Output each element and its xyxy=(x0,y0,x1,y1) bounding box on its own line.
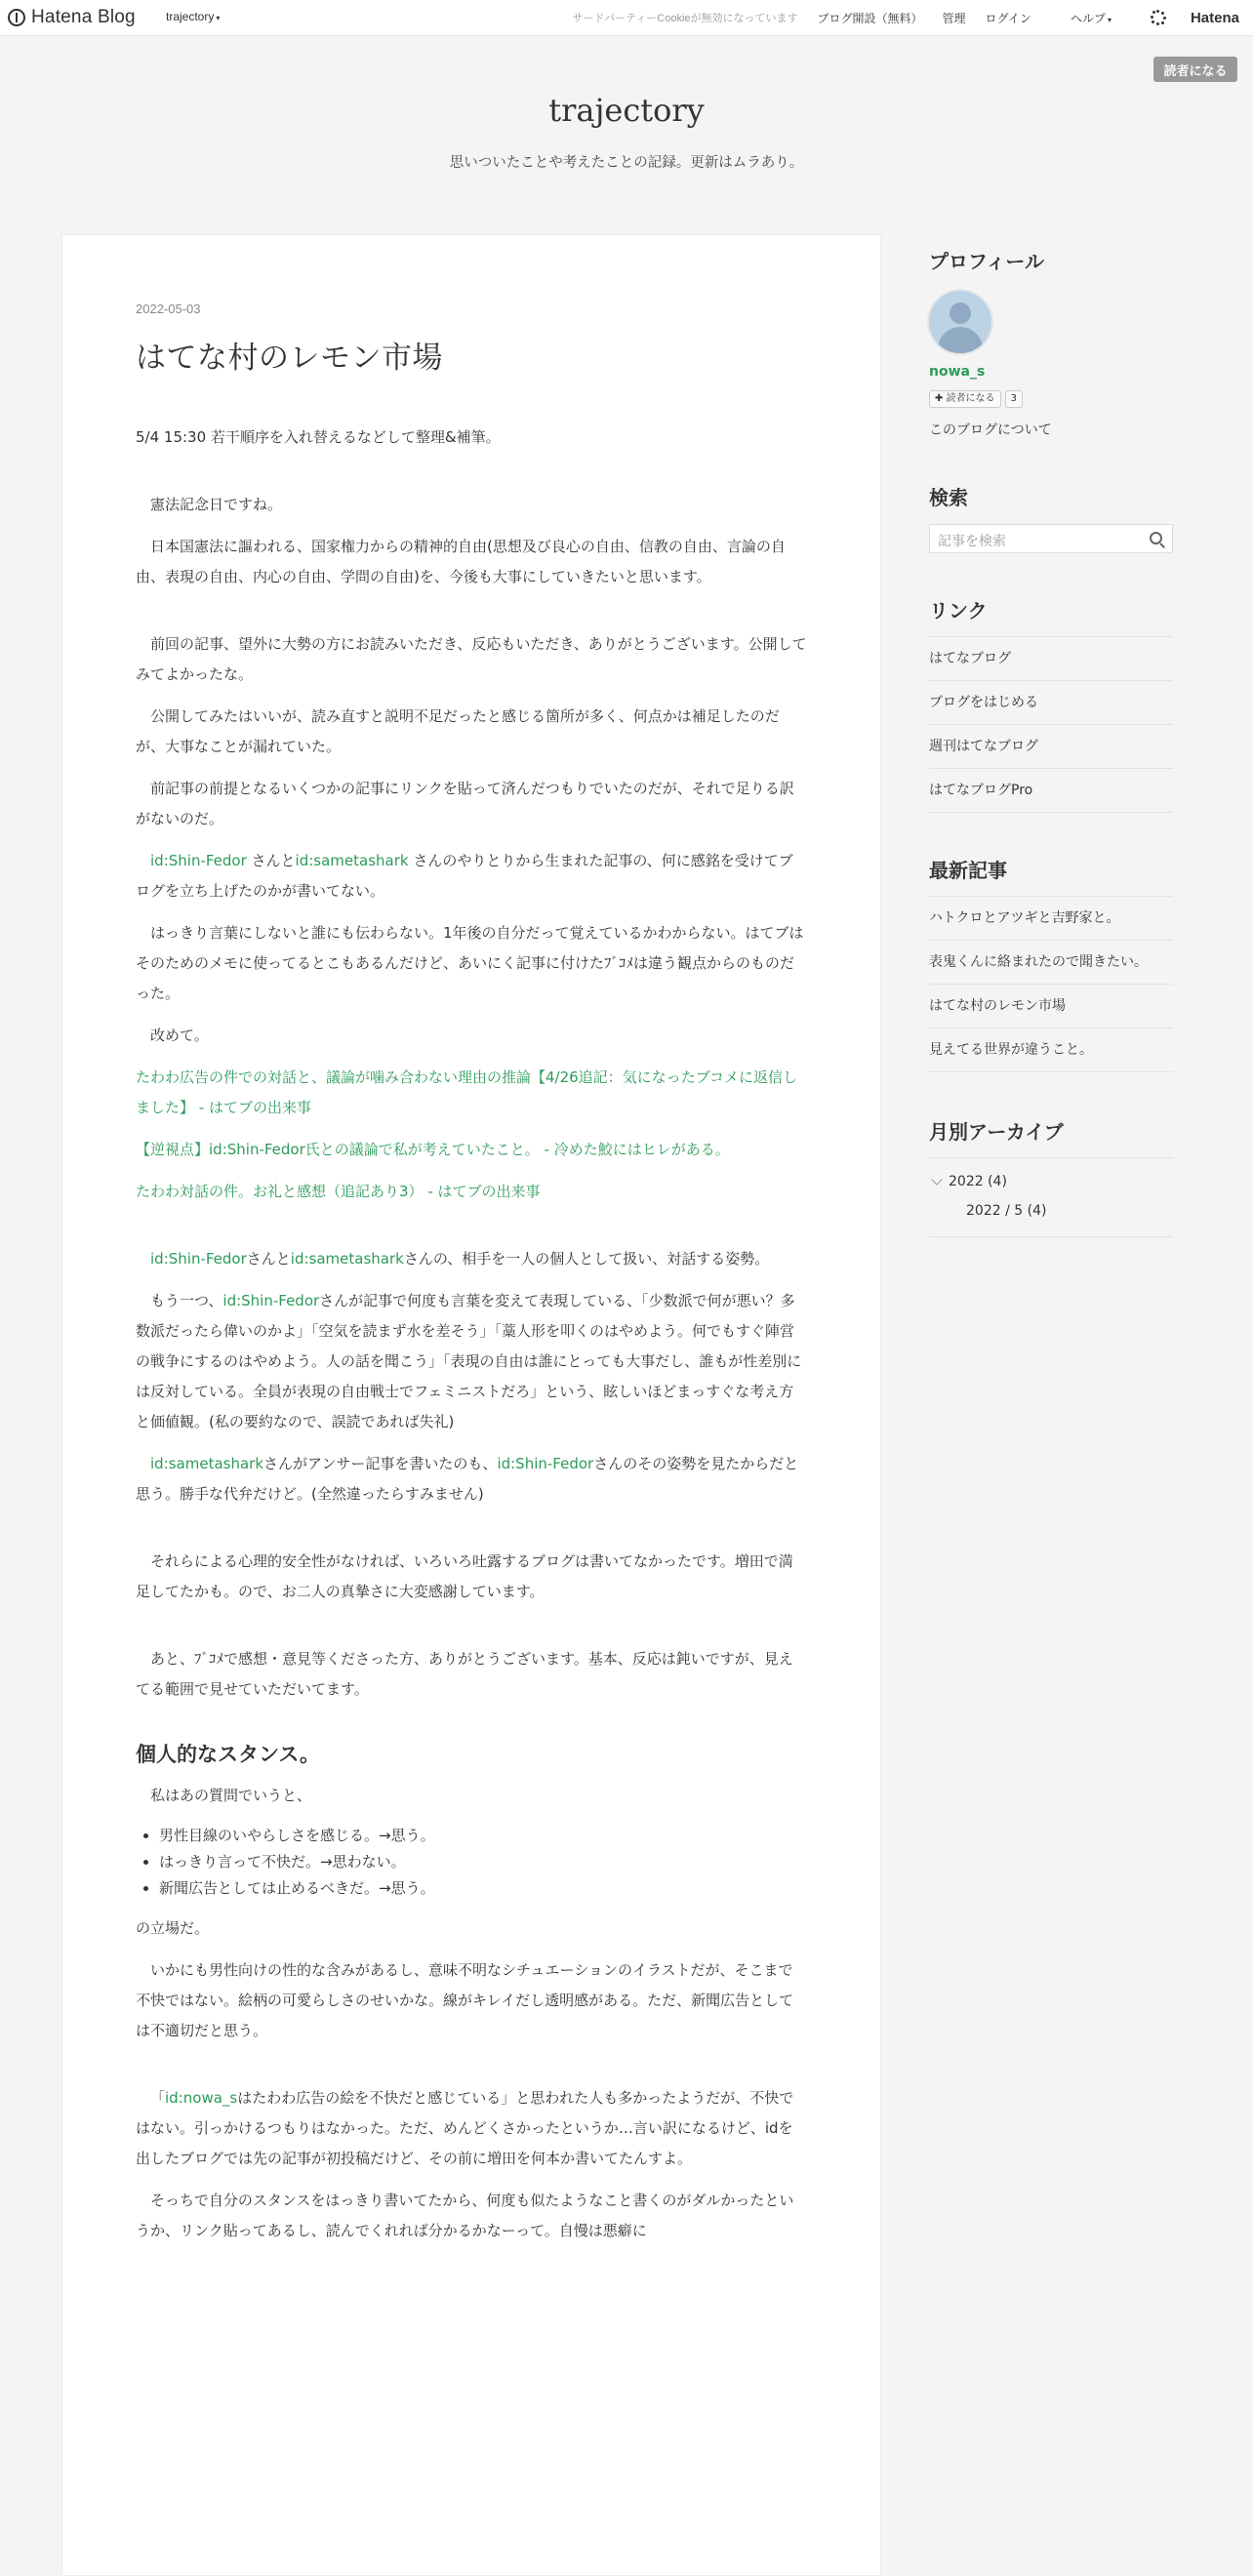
links-list xyxy=(929,636,1173,813)
caret-down-icon: ▾ xyxy=(1107,15,1112,24)
user-id-link[interactable]: id:sametashark xyxy=(295,852,409,869)
chevron-down-icon xyxy=(931,1174,942,1185)
paragraph: の立場だ。 xyxy=(136,1919,210,1937)
help-menu[interactable] xyxy=(1051,10,1112,26)
subscribe-small-button[interactable]: ✚ 読者になる xyxy=(929,390,1001,408)
search-heading: 検索 xyxy=(929,486,968,509)
open-blog-link[interactable]: ブログ開設（無料） xyxy=(817,11,923,25)
profile-module xyxy=(929,246,1173,438)
list-item: • 新聞広告としては止めるべきだ。→思う。 xyxy=(159,1875,807,1902)
paragraph: id:Shin-Fedor さんとid:sametashark さんのやりとりから生まれた記事の、何に感銘を受けてブログを立ち上げたのかが書いてない。 xyxy=(136,852,793,900)
global-nav xyxy=(572,0,1239,35)
archive-year-toggle[interactable] xyxy=(933,1174,1007,1189)
paragraph: id:Shin-Fedorさんとid:sametasharkさんの、相手を一人の個人として扱い、対話する姿勢。 xyxy=(150,1250,770,1268)
hatena-dots-icon xyxy=(1151,10,1166,25)
caret-down-icon: ▾ xyxy=(216,14,221,22)
hatena-logo-icon xyxy=(8,9,25,26)
recent-heading: 最新記事 xyxy=(929,859,1007,882)
recent-entries-list xyxy=(929,896,1173,1072)
paragraph: 憲法記念日ですね。 xyxy=(150,496,283,513)
links-heading: リンク xyxy=(929,599,988,623)
paragraph: あと、ﾌﾞｺﾒで感想・意見等くださった方、ありがとうございます。基本、反応は鈍いですが、見えてる範囲で見せていただいてます。 xyxy=(136,1650,793,1698)
sidebar-link[interactable]: ブログをはじめる xyxy=(929,681,1173,725)
help-label: ヘルプ xyxy=(1070,11,1106,25)
subscribe-button[interactable]: 読者になる xyxy=(1153,57,1237,82)
update-note: 5/4 15:30 若干順序を入れ替えるなどして整理&補筆。 xyxy=(136,428,501,446)
paragraph: 「id:nowa_sはたわわ広告の絵を不快だと感じている」と思われた人も多かったようだが、不快ではない。引っかけるつもりはなかった。ただ、めんどくさかったというか…言い訳になるけど、idを出したブログでは先の記事が初投稿だけど、その前に増田を何本か書いてたんすよ。 xyxy=(136,2089,794,2167)
blog-switch-label: trajectory xyxy=(166,10,215,23)
list-item: • はっきり言って不快だ。→思わない。 xyxy=(159,1849,807,1875)
hatena-brand-text: Hatena xyxy=(1190,9,1239,26)
subscriber-count[interactable]: 3 xyxy=(1005,390,1023,408)
paragraph: いかにも男性向けの性的な含みがあるし、意味不明なシチュエーションのイラストだが、そこまで不快ではない。絵柄の可愛らしさのせいかな。線がキレイだし透明感がある。ただ、新聞広告としては不適切だと思う。 xyxy=(136,1961,794,2039)
login-link[interactable]: ログイン xyxy=(985,11,1031,25)
profile-heading: プロフィール xyxy=(929,250,1044,273)
profile-name-link[interactable]: nowa_s xyxy=(929,364,986,380)
hatena-blog-logo[interactable] xyxy=(8,7,136,28)
related-link-paragraph xyxy=(136,1177,807,1207)
recent-entry-link[interactable]: 見えてる世界が違うこと。 xyxy=(929,1028,1173,1072)
hatena-brand-link[interactable] xyxy=(1131,10,1239,26)
paragraph: id:sametasharkさんがアンサー記事を書いたのも、id:Shin-Fedorさんのその姿勢を見たからだと思う。勝手な代弁だけど。(全然違ったらすみません) xyxy=(136,1455,799,1503)
recent-entry-link[interactable]: 表鬼くんに絡まれたので聞きたい。 xyxy=(929,941,1173,985)
paragraph: それらによる心理的安全性がなければ、いろいろ吐露するブログは書いてなかったです。増田で満足してたかも。ので、お二人の真摯さに大変感謝しています。 xyxy=(136,1552,793,1600)
list-item: • 男性目線のいやらしさを感じる。→思う。 xyxy=(159,1823,807,1849)
search-input[interactable] xyxy=(929,524,1173,553)
paragraph: 公開してみたはいいが、読み直すと説明不足だったと感じる箇所が多く、何点かは補足したのだが、大事なことが漏れていた。 xyxy=(136,707,780,755)
global-header xyxy=(0,0,1253,36)
entry-content xyxy=(136,423,807,2258)
paragraph: 日本国憲法に謳われる、国家権力からの精神的自由(思想及び良心の自由、信教の自由、言論の自由、表現の自由、内心の自由、学問の自由)を、今後も大事にしていきたいと思います。 xyxy=(136,538,786,585)
user-id-link[interactable]: id:sametashark xyxy=(150,1455,264,1472)
paragraph: そっちで自分のスタンスをはっきり書いてたから、何度も似たようなこと書くのがダルかったというか、リンク貼ってあるし、読んでくれれば分かるかなーって。自慢は悪癖に xyxy=(136,2192,794,2239)
sidebar-link[interactable]: はてなブログ xyxy=(929,637,1173,681)
related-link-paragraph xyxy=(136,1063,807,1123)
user-id-link[interactable]: id:Shin-Fedor xyxy=(150,1250,247,1268)
user-id-link[interactable]: id:Shin-Fedor xyxy=(497,1455,594,1472)
related-article-link[interactable]: たわわ広告の件での対話と、議論が噛み合わない理由の推論【4/26追記：気になったブコメに返信しました】 - はてブの出来事 xyxy=(136,1068,797,1116)
blog-switch-menu[interactable] xyxy=(166,10,220,23)
logo-text: Hatena Blog xyxy=(31,7,136,27)
paragraph: 前記事の前提となるいくつかの記事にリンクを貼って済んだつもりでいたのだが、それで足りる訳がないのだ。 xyxy=(136,780,794,827)
paragraph: はっきり言葉にしないと誰にも伝わらない。1年後の自分だって覚えているかわからない。はてブはそのためのメモに使ってるとこもあるんだけど、あいにく記事に付けたﾌﾞｺﾒは違う観点からのものだった。 xyxy=(136,924,804,1002)
archive-module xyxy=(929,1157,1173,1237)
blog-description: 思いついたことや考えたことの記録。更新はムラあり。 xyxy=(449,155,804,171)
recent-entry-link[interactable]: はてな村のレモン市場 xyxy=(929,985,1173,1028)
entry-title[interactable]: はてな村のレモン市場 xyxy=(136,341,443,376)
sidebar-link[interactable]: 週刊はてなブログ xyxy=(929,725,1173,769)
cookie-notice[interactable]: サードパーティーCookieが無効になっています xyxy=(572,13,798,24)
paragraph: 前回の記事、望外に大勢の方にお読みいただき、反応もいただき、ありがとうございます。公開してみてよかったな。 xyxy=(136,635,807,683)
admin-link[interactable]: 管理 xyxy=(942,11,966,25)
avatar[interactable] xyxy=(929,291,991,353)
blog-title[interactable]: trajectory xyxy=(548,92,705,129)
archive-year-label: 2022 (4) xyxy=(949,1174,1007,1189)
section-heading: 個人的なスタンス。 xyxy=(136,1743,320,1766)
entry-date[interactable]: 2022-05-03 xyxy=(136,302,201,316)
archive-month-link[interactable]: 2022 / 5 (4) xyxy=(966,1203,1047,1219)
paragraph: もう一つ、id:Shin-Fedorさんが記事で何度も言葉を変えて表現している、「少数派で何が悪い？多数派だったら偉いのかよ」「空気を読まず水を差そう」「藁人形を叩くのはやめよう。何でもすぐ陣営の戦争にするのはやめよう。人の話を聞こう」「表現の自由は誰にとっても大事だし、誰もが性差別には反対している。全員が表現の自由戦士でフェミニストだろ」という、眩しいほどまっすぐな考え方と価値観。(私の要約なので、誤読であれば失礼) xyxy=(136,1292,802,1430)
about-blog-link[interactable]: このブログについて xyxy=(929,423,1052,438)
related-article-link[interactable]: たわわ対話の件。お礼と感想（追記あり3） - はてブの出来事 xyxy=(136,1183,541,1200)
related-article-link[interactable]: 【逆視点】id:Shin-Fedor氏との議論で私が考えていたこと。 - 冷めた鮫にはヒレがある。 xyxy=(136,1141,730,1158)
stance-list xyxy=(136,1823,807,1902)
user-avatar-icon xyxy=(950,302,971,324)
paragraph: 私はあの質問でいうと、 xyxy=(150,1787,312,1804)
entry-article xyxy=(61,234,881,2576)
user-id-link[interactable]: id:nowa_s xyxy=(165,2089,238,2107)
user-id-link[interactable]: id:Shin-Fedor xyxy=(150,852,247,869)
profile-subscribe xyxy=(929,390,1023,408)
paragraph: 改めて。 xyxy=(150,1026,209,1044)
search-icon[interactable] xyxy=(1150,532,1162,544)
user-id-link[interactable]: id:sametashark xyxy=(290,1250,404,1268)
sidebar-link[interactable]: はてなブログPro xyxy=(929,769,1173,813)
search-placeholder: 記事を検索 xyxy=(938,534,1006,549)
related-link-paragraph xyxy=(136,1135,807,1165)
archive-heading: 月別アーカイブ xyxy=(929,1120,1064,1144)
user-id-link[interactable]: id:Shin-Fedor xyxy=(222,1292,320,1309)
recent-entry-link[interactable]: ハトクロとアツギと吉野家と。 xyxy=(929,897,1173,941)
